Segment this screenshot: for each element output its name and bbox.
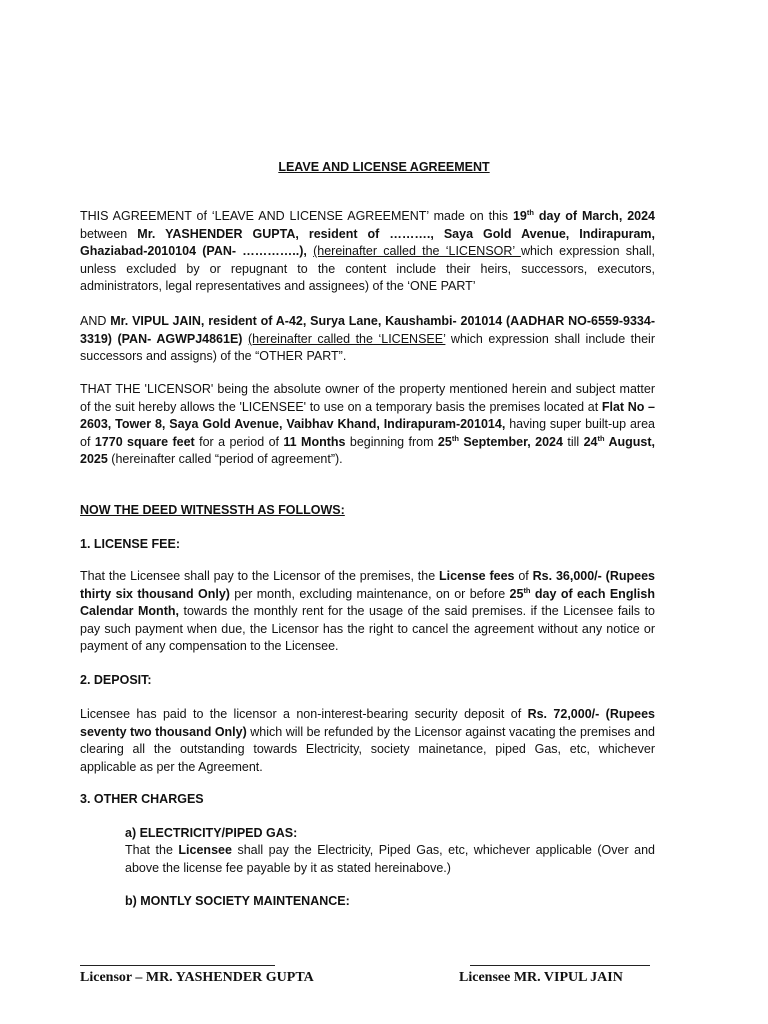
licensee-paragraph [80,313,655,366]
license-period: 11 Months [283,434,346,449]
licensee-signature-line [470,965,650,966]
licensee-details: Mr. VIPUL JAIN, resident of A-42, Surya Lane, Kaushambi- 201014 (AADHAR NO-6559-9334-3319) (PAN- AGWPJ4861E) [80,314,655,346]
end-day-suffix: th [597,433,605,443]
premises-text: till [562,434,584,449]
license-fee-text: per month, excluding maintenance, on or before [229,586,510,601]
licensor-designation: (hereinafter called the ‘LICENSOR’ [313,244,521,259]
premises-text: having super built-up area of [80,417,655,449]
premises-text: for a period of [194,434,284,449]
license-fee-heading: 1. LICENSE FEE: [80,537,181,551]
licensee-designation: (hereinafter called the ‘LICENSEE’ [247,331,446,346]
intro-paragraph [80,208,655,296]
witness-heading: NOW THE DEED WITNESSTH AS FOLLOWS: [80,503,345,517]
agreement-date: day of March, 2024 [533,209,655,223]
document-title: LEAVE AND LICENSE AGREEMENT [278,160,490,174]
deposit-text: which will be refunded by the Licensor against vacating the premises and clearing all the outstanding towards Electricity, society mainetance, piped Gas, etc, whichever applicable as per the Agreement. [80,724,656,774]
license-fee-paragraph [80,568,655,656]
agreement-day: 19 [512,209,527,223]
license-fee-text: That the Licensee shall pay to the Licensor of the premises, the [80,569,440,583]
electricity-heading: a) ELECTRICITY/PIPED GAS: [125,826,298,840]
license-fee-text: of [514,569,533,583]
maintenance-heading: b) MONTLY SOCIETY MAINTENANCE: [125,894,350,908]
electricity-paragraph [125,842,655,877]
deposit-text: Licensee has paid to the licensor a non-interest-bearing security deposit of [80,707,528,721]
agreement-day-suffix: th [526,207,534,217]
due-day-suffix: th [523,585,531,595]
other-charges-heading: 3. OTHER CHARGES [80,792,204,806]
electricity-text: That the [125,843,179,857]
premises-text: THAT THE 'LICENSOR' being the absolute owner of the property mentioned herein and subject matter of the suit hereby allows the 'LICENSEE' to use on a temporary basis the premises located at [80,382,655,414]
deposit-amount: Rs. 72,000/- (Rupees seventy two thousand Only) [80,707,655,739]
premises-paragraph [80,381,655,469]
licensee-term: Licensee [178,843,232,857]
end-day: 24 [583,434,598,449]
premises-address: Flat No – 2603, Tower 8, Saya Gold Avenue, Vaibhav Khand, Indirapuram-201014, [80,399,655,432]
licensor-signature-line [80,965,275,966]
electricity-text: shall pay the Electricity, Piped Gas, etc, whichever applicable (Over and above the license fee payable by it as stated hereinabove.) [125,843,656,875]
due-date-text: day of each English Calendar Month, [80,586,655,619]
license-fees-label: License fees [439,569,515,583]
intro-text: between [80,226,138,241]
premises-area: 1770 square feet [94,434,195,449]
end-date: August, 2025 [80,434,656,467]
start-day-suffix: th [451,433,459,443]
licensor-signature-label: Licensor – MR. YASHENDER GUPTA [80,970,314,985]
start-day: 25 [437,434,452,449]
intro-text: THIS AGREEMENT of ‘LEAVE AND LICENSE AGREEMENT’ made on this [80,209,513,223]
and-text: AND [80,314,111,328]
deposit-paragraph [80,706,655,776]
intro-text: which expression shall, unless excluded by or repugnant to the content include their heirs, successors, executors, administrators, legal representatives and assignees) of the ‘ONE PART’ [80,244,655,294]
start-date: September, 2024 [458,434,563,449]
license-fee-amount: Rs. 36,000/- (Rupees thirty six thousand Only) [80,569,656,601]
licensor-details: Mr. YASHENDER GUPTA, resident of ………., Saya Gold Avenue, Indirapuram, Ghaziabad-2010104 (PAN- …………..), [80,226,655,259]
license-fee-text: towards the monthly rent for the usage of the said premises. if the Licensee fails to pay such payment when due, the Licensor has the right to cancel the agreement without any notice or payment of any compensation to the Licensee. [80,604,655,654]
premises-text: (hereinafter called “period of agreement”). [107,452,343,467]
due-day: 25 [509,586,524,601]
and-text: which expression shall include their successors and assigns) of the “OTHER PART”. [80,331,655,364]
deposit-heading: 2. DEPOSIT: [80,673,152,687]
licensee-signature-label: Licensee MR. VIPUL JAIN [459,970,623,985]
premises-text: beginning from [345,434,438,449]
